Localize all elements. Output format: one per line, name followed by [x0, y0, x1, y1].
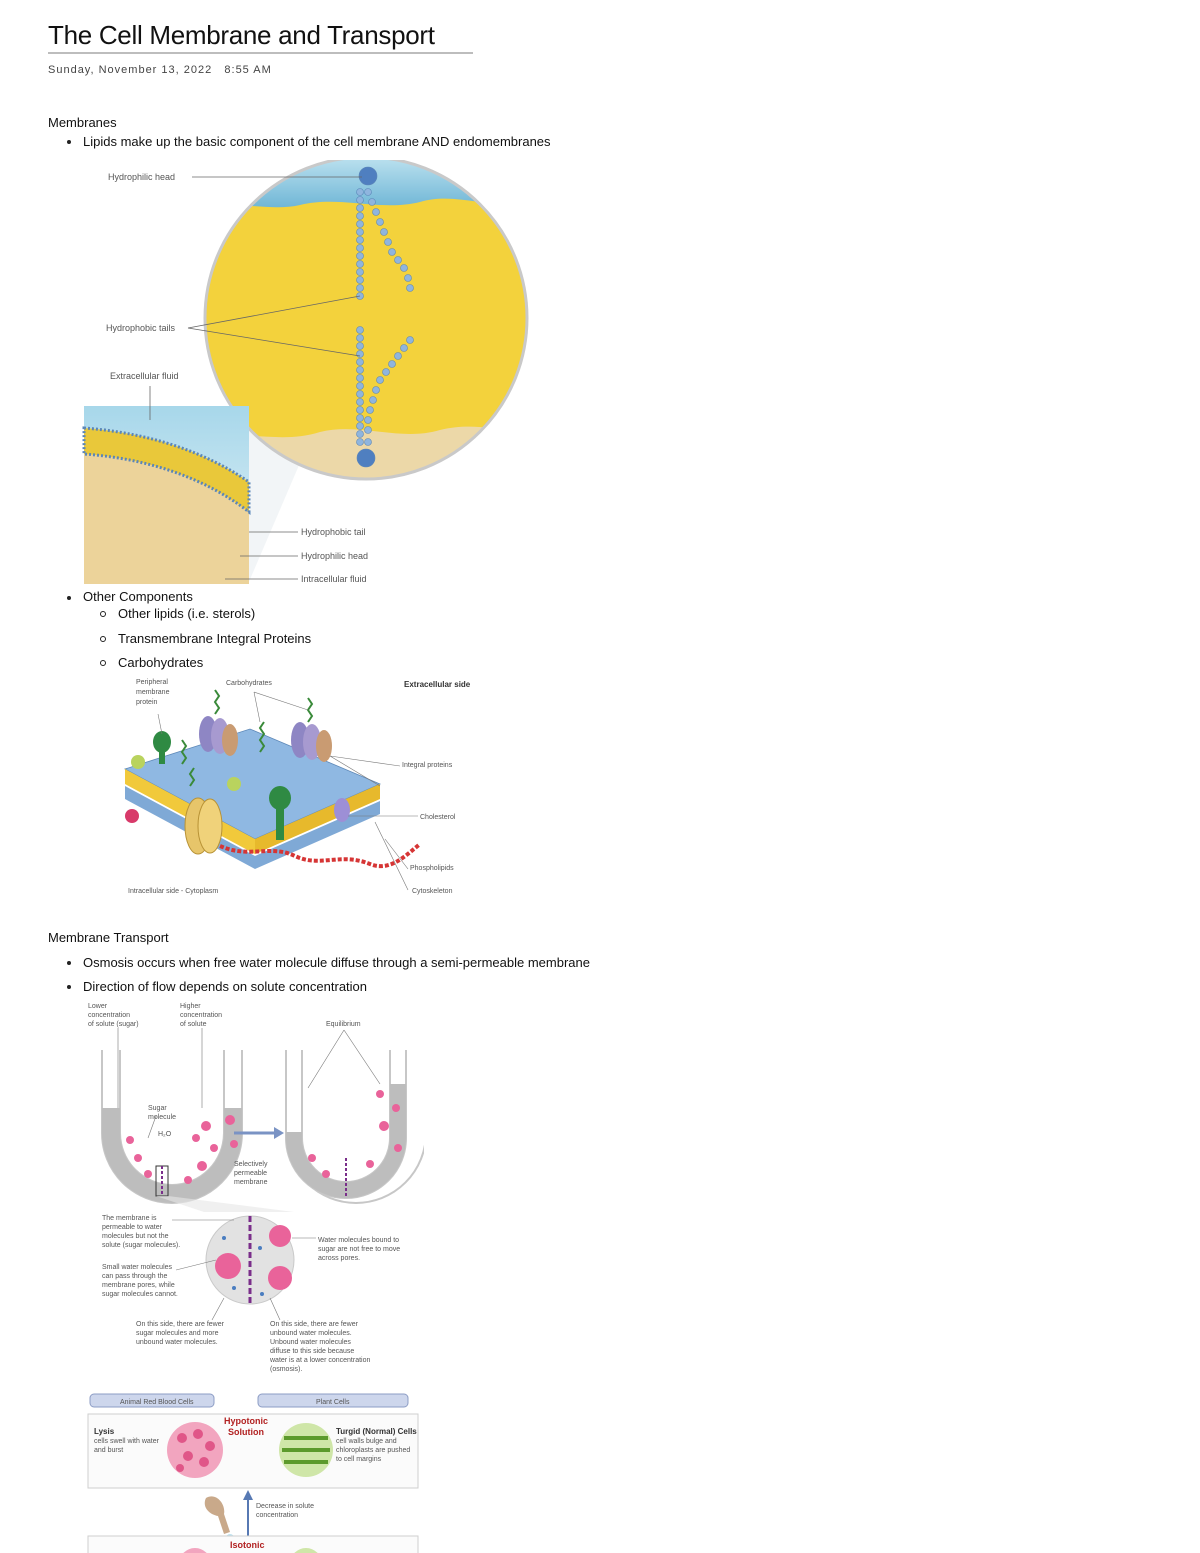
label-small-water-2: can pass through the — [102, 1273, 168, 1280]
label-left-side-2: sugar molecules and more — [136, 1330, 219, 1337]
label-animal: Animal Red Blood Cells — [120, 1399, 194, 1406]
label-hydrophilic-head: Hydrophilic head — [301, 551, 369, 561]
label-phospholipids: Phospholipids — [410, 865, 454, 872]
page-date — [48, 64, 272, 76]
label-right-side-1: On this side, there are fewer — [270, 1321, 358, 1328]
label-permeable-2: permeable to water — [102, 1224, 162, 1231]
label-turgid-4: to cell margins — [336, 1456, 382, 1463]
label-right-side-2: unbound water molecules. — [270, 1330, 352, 1337]
label-lysis-2: cells swell with water — [94, 1438, 159, 1445]
label-right-side-6: (osmosis). — [270, 1366, 303, 1373]
date-text: Sunday, November 13, 2022 — [48, 64, 213, 76]
bullet — [67, 140, 71, 144]
label-peripheral-1: Peripheral — [136, 679, 168, 686]
sub-bullet — [100, 660, 106, 666]
list-item: Osmosis occurs when free water molecule diffuse through a semi-permeable membrane — [83, 955, 590, 970]
label-isotonic: Isotonic — [230, 1540, 265, 1550]
lipid-bilayer-figure — [80, 160, 540, 590]
label-right-side-5: water is at a lower concentration — [270, 1357, 371, 1364]
label-bound-2: sugar are not free to move — [318, 1246, 401, 1253]
label-decrease-2: concentration — [256, 1512, 299, 1519]
label-turgid-3: chloroplasts are pushed — [336, 1447, 411, 1454]
label-higher-2: concentration — [180, 1012, 223, 1019]
label-small-water-3: membrane pores, while — [102, 1282, 175, 1289]
label-carbohydrates: Carbohydrates — [226, 680, 272, 687]
label-left-side-3: unbound water molecules. — [136, 1339, 218, 1346]
label-cytoskeleton: Cytoskeleton — [412, 888, 453, 895]
label-higher-3: of solute — [180, 1021, 207, 1028]
label-h2o: H₂O — [158, 1131, 172, 1138]
label-lysis-3: and burst — [94, 1447, 124, 1454]
label-cholesterol: Cholesterol — [420, 814, 456, 821]
section-heading-transport: Membrane Transport — [48, 930, 169, 945]
label-lower-1: Lower — [88, 1003, 108, 1010]
label-peripheral-3: protein — [136, 699, 158, 706]
label-permeable-1: The membrane is — [102, 1215, 157, 1222]
label-selective-2: permeable — [234, 1170, 268, 1177]
label-permeable-3: molecules but not the — [102, 1233, 169, 1240]
title-divider — [48, 52, 473, 54]
label-left-side-1: On this side, there are fewer — [136, 1321, 224, 1328]
sub-bullet — [100, 611, 106, 617]
list-item: Lipids make up the basic component of the cell membrane AND endomembranes — [83, 134, 551, 149]
label-lysis-1: Lysis — [94, 1427, 115, 1436]
label-lower-2: concentration — [88, 1012, 131, 1019]
label-small-water-1: Small water molecules — [102, 1264, 173, 1271]
label-turgid-1: Turgid (Normal) Cells — [336, 1427, 417, 1436]
label-lower-3: of solute (sugar) — [88, 1021, 139, 1028]
label-sugar-1: Sugar — [148, 1105, 167, 1112]
label-right-side-4: diffuse to this side because — [270, 1348, 355, 1355]
time-text: 8:55 AM — [224, 64, 272, 76]
label-integral-proteins: Integral proteins — [402, 762, 453, 769]
label-small-water-4: sugar molecules cannot. — [102, 1291, 178, 1298]
label-extracellular-side: Extracellular side — [404, 680, 471, 689]
bullet — [67, 596, 71, 600]
bullet — [67, 961, 71, 965]
label-plant: Plant Cells — [316, 1399, 350, 1406]
membrane-components-figure — [120, 674, 480, 899]
label-hydrophobic-tail: Hydrophobic tail — [301, 527, 366, 537]
label-hypotonic-1: Hypotonic — [224, 1416, 268, 1426]
list-item: Direction of flow depends on solute concentration — [83, 979, 368, 994]
label-peripheral-2: membrane — [136, 689, 170, 696]
sub-list-item: Transmembrane Integral Proteins — [118, 631, 312, 646]
label-extracellular-fluid: Extracellular fluid — [110, 371, 179, 381]
label-bound-1: Water molecules bound to — [318, 1237, 400, 1244]
label-selective-3: membrane — [234, 1179, 268, 1186]
label-permeable-4: solute (sugar molecules). — [102, 1242, 181, 1249]
bullet — [67, 985, 71, 989]
label-higher-1: Higher — [180, 1003, 201, 1010]
label-decrease-1: Decrease in solute — [256, 1503, 314, 1510]
osmosis-figure — [84, 998, 424, 1553]
list-item: Other Components — [83, 589, 193, 604]
label-equilibrium: Equilibrium — [326, 1021, 361, 1028]
label-hypotonic-2: Solution — [228, 1427, 264, 1437]
sub-list-item: Carbohydrates — [118, 655, 204, 670]
label-selective-1: Selectively — [234, 1161, 268, 1168]
label-sugar-2: molecule — [148, 1114, 177, 1121]
label-hydrophobic-tails: Hydrophobic tails — [106, 323, 176, 333]
label-turgid-2: cell walls bulge and — [336, 1438, 397, 1445]
label-intracellular-fluid: Intracellular fluid — [301, 574, 367, 584]
page-title: The Cell Membrane and Transport — [48, 20, 435, 50]
label-bound-3: across pores. — [318, 1255, 361, 1262]
label-hydrophilic-head-top: Hydrophilic head — [108, 172, 176, 182]
section-heading-membranes: Membranes — [48, 115, 117, 130]
label-intracellular-side: Intracellular side - Cytoplasm — [128, 888, 219, 895]
label-right-side-3: Unbound water molecules — [270, 1339, 351, 1346]
sub-list-item: Other lipids (i.e. sterols) — [118, 606, 256, 621]
sub-bullet — [100, 636, 106, 642]
